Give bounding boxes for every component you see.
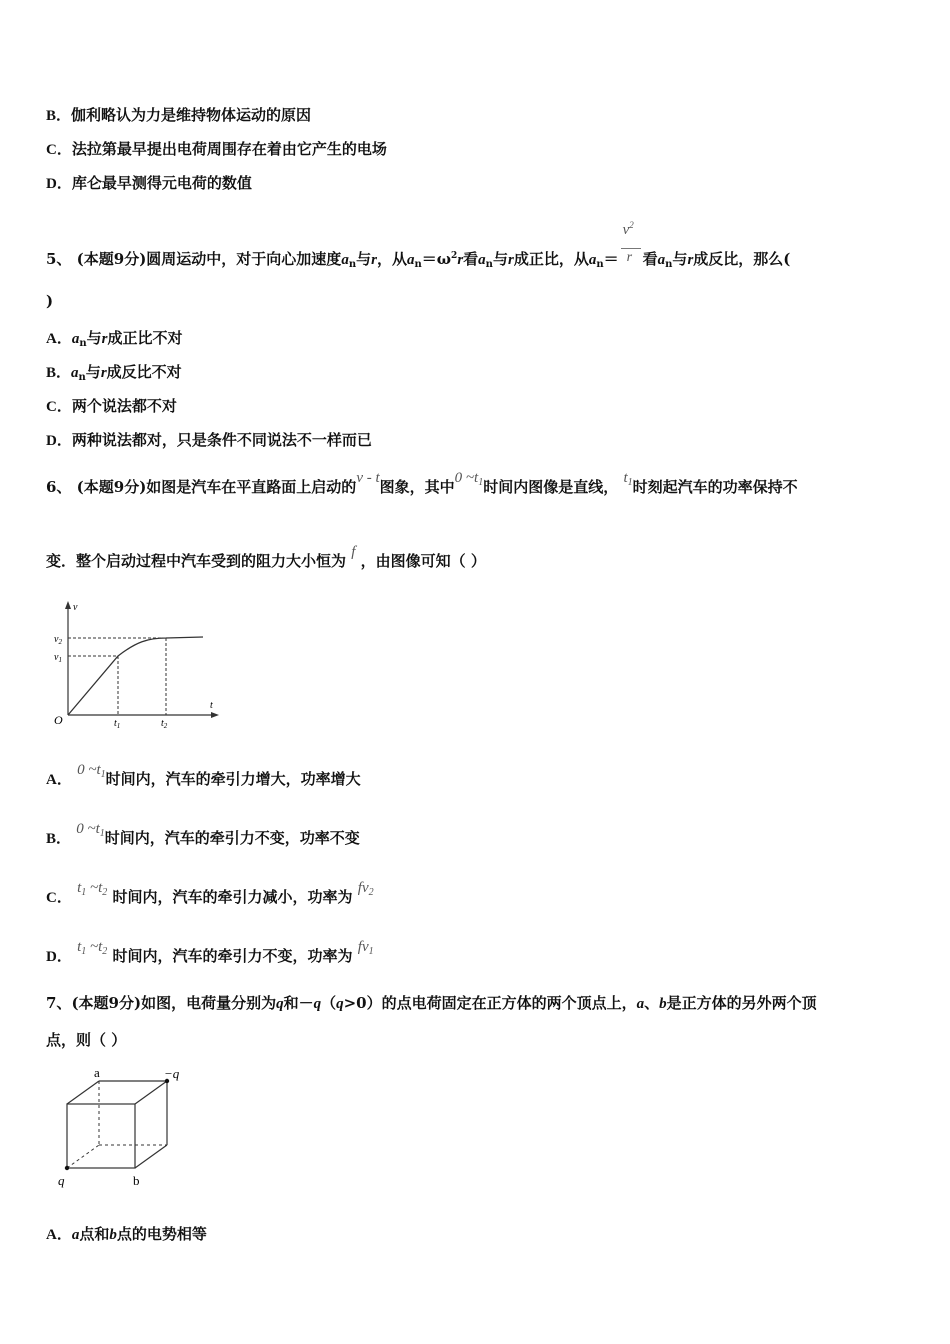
cube-top-left-edge bbox=[67, 1081, 99, 1104]
vertex-q bbox=[65, 1166, 69, 1170]
q6-stem: 6、 (本题9分)如图是汽车在平直路面上启动的v - t图象，其中0 $\sim t_1$时间内图像是直线， $t_1$时刻起汽车的功率保持不 bbox=[46, 470, 798, 496]
q7-stem: 7、(本题9分)如图，电荷量分别为q和－q（q>0）的点电荷固定在正方体的两个顶点上，a、b是正方体的另外两个顶 bbox=[46, 994, 817, 1012]
v2-over-r-fraction: $\frac{v^2}{r}$ bbox=[621, 230, 641, 270]
label-b: b bbox=[133, 1173, 140, 1188]
label-a: a bbox=[94, 1065, 100, 1080]
q5-option-c: C．两个说法都不对 bbox=[46, 397, 177, 415]
q5-stem-close: ) bbox=[46, 292, 54, 310]
q6-option-d: D． $t_1$ $\sim t_2$ 时间内，汽车的牵引力不变，功率为 $fv_1$ bbox=[46, 939, 374, 965]
q5-stem: 5、 (本题9分)圆周运动中，对于向心加速度$a_n$与r，从$a_n=\omega^2r$看$a_n$与r成正比，从$a_n=$ $\frac{v^2}{r}$ 看$a_n$与r成反比，那么( bbox=[46, 220, 791, 270]
origin-label: O bbox=[54, 713, 63, 727]
q5-option-d: D．两种说法都对，只是条件不同说法不一样而已 bbox=[46, 431, 372, 449]
x-axis-label: t bbox=[210, 700, 213, 711]
velocity-curve bbox=[68, 637, 203, 715]
label-negq: −q bbox=[164, 1066, 180, 1081]
t1-label: $t_1$ bbox=[114, 718, 121, 730]
v1-label: $v_1$ bbox=[54, 652, 62, 664]
v2-label: $v_2$ bbox=[54, 634, 62, 646]
q6-option-a: A． 0 $\sim t_1$时间内，汽车的牵引力增大，功率增大 bbox=[46, 762, 361, 788]
cube-diagram bbox=[52, 1064, 197, 1194]
cube-hidden-diagonal bbox=[67, 1145, 99, 1168]
q5-option-b: B．$a_n$与r成反比不对 bbox=[46, 363, 182, 383]
velocity-time-graph bbox=[48, 600, 223, 730]
cube-front-face bbox=[67, 1104, 135, 1168]
y-axis-arrow bbox=[65, 601, 71, 609]
q6-option-b: B． 0 $\sim t_1$时间内，汽车的牵引力不变，功率不变 bbox=[46, 821, 360, 847]
q6-option-c: C． $t_1$ $\sim t_2$ 时间内，汽车的牵引力减小，功率为 $fv_2$ bbox=[46, 880, 374, 906]
q6-stem-line2: 变．整个启动过程中汽车受到的阻力大小恒为 f ，由图像可知（ ） bbox=[46, 544, 486, 570]
q7-option-a: A．a点和b点的电势相等 bbox=[46, 1225, 207, 1243]
q7-stem-line2: 点，则（ ） bbox=[46, 1031, 127, 1049]
q4-option-b: B．伽利略认为力是维持物体运动的原因 bbox=[46, 106, 312, 124]
cube-bottom-right-edge bbox=[135, 1145, 167, 1168]
cube-top-right-edge bbox=[135, 1081, 167, 1104]
x-axis-arrow bbox=[211, 712, 219, 718]
label-q: q bbox=[58, 1173, 65, 1188]
t2-label: $t_2$ bbox=[161, 718, 168, 730]
y-axis-label: v bbox=[73, 602, 78, 613]
q4-option-d: D．库仑最早测得元电荷的数值 bbox=[46, 174, 252, 192]
q4-option-c: C．法拉第最早提出电荷周围存在着由它产生的电场 bbox=[46, 140, 387, 158]
q5-option-a: A．$a_n$与r成正比不对 bbox=[46, 329, 183, 349]
